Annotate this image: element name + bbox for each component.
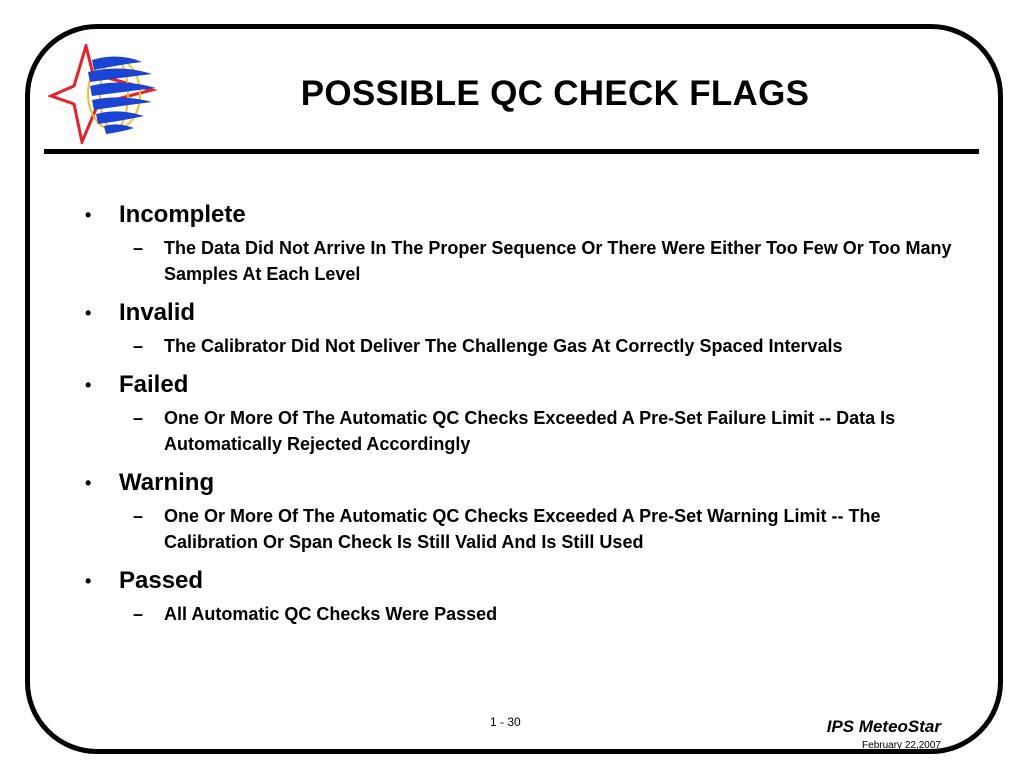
bullet-glyph: •: [85, 303, 92, 323]
page-number: 1 - 30: [490, 715, 521, 729]
item-heading: Warning: [119, 469, 215, 496]
list-item-warning: [78, 467, 958, 555]
bullet-glyph: •: [85, 205, 92, 225]
list-item-passed: [78, 565, 958, 627]
bullet-list: [78, 199, 958, 637]
dash-glyph: –: [133, 408, 144, 428]
item-detail: All Automatic QC Checks Were Passed: [164, 604, 498, 624]
item-detail: One Or More Of The Automatic QC Checks Exceeded A Pre-Set Failure Limit -- Data Is Automatically Rejected Accordingly: [164, 408, 896, 454]
item-heading: Passed: [119, 567, 204, 594]
bullet-glyph: •: [85, 571, 92, 591]
list-item-incomplete: [78, 199, 958, 287]
slide-title: POSSIBLE QC CHECK FLAGS: [300, 74, 810, 113]
item-heading: Failed: [119, 371, 189, 398]
dash-glyph: –: [133, 336, 144, 356]
title-divider: [44, 149, 979, 154]
slide-date: February 22,2007: [862, 740, 941, 751]
bullet-glyph: •: [85, 473, 92, 493]
item-heading: Invalid: [119, 299, 196, 326]
dash-glyph: –: [133, 506, 144, 526]
bullet-glyph: •: [85, 375, 92, 395]
list-item-invalid: [78, 297, 958, 359]
item-heading: Incomplete: [119, 201, 246, 228]
item-detail: The Data Did Not Arrive In The Proper Sequence Or There Were Either Too Few Or Too Many Samples At Each Level: [164, 238, 952, 284]
item-detail: The Calibrator Did Not Deliver The Challenge Gas At Correctly Spaced Intervals: [164, 336, 843, 356]
list-item-failed: [78, 369, 958, 457]
meteostar-star-globe-icon: [48, 44, 160, 144]
item-detail: One Or More Of The Automatic QC Checks Exceeded A Pre-Set Warning Limit -- The Calibration Or Span Check Is Still Valid And Is Still Used: [164, 506, 881, 552]
brand-name: IPS MeteoStar: [826, 717, 941, 736]
dash-glyph: –: [133, 604, 144, 624]
dash-glyph: –: [133, 238, 144, 258]
